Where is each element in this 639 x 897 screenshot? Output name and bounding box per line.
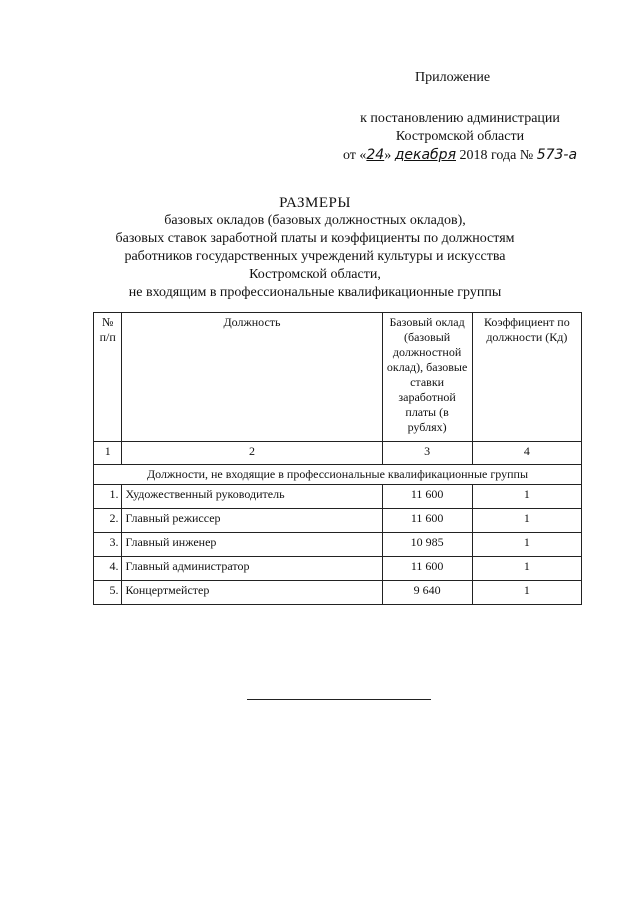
row-position: Главный администратор <box>122 557 382 581</box>
date-month: декабря <box>394 147 456 163</box>
row-salary: 10 985 <box>382 533 472 557</box>
table-row <box>94 509 582 533</box>
row-position: Главный инженер <box>122 533 382 557</box>
date-quote-close: » <box>384 148 392 163</box>
date-year: 2018 года № <box>459 148 534 163</box>
column-index: 1 <box>94 442 122 465</box>
heading-line-3: работников государственных учреждений культуры и искусства <box>124 249 506 264</box>
closing-divider <box>247 699 431 700</box>
decree-line-2: Костромской области <box>395 129 525 144</box>
table-header-row <box>94 313 582 442</box>
row-salary: 11 600 <box>382 509 472 533</box>
heading-line-5: не входящим в профессиональные квалификационные группы <box>128 285 502 300</box>
header-num: № п/п <box>94 313 122 442</box>
column-index: 3 <box>382 442 472 465</box>
decree-date-line <box>335 146 585 165</box>
date-prefix: от « <box>342 148 367 163</box>
row-coefficient: 1 <box>472 533 581 557</box>
row-number: 2. <box>94 509 122 533</box>
row-number: 4. <box>94 557 122 581</box>
row-salary: 11 600 <box>382 557 472 581</box>
row-coefficient: 1 <box>472 509 581 533</box>
header-position: Должность <box>122 313 382 442</box>
row-number: 5. <box>94 581 122 605</box>
row-number: 1. <box>94 485 122 509</box>
decree-reference <box>335 110 585 165</box>
row-position: Художественный руководитель <box>122 485 382 509</box>
document-heading <box>95 194 535 302</box>
row-position: Главный режиссер <box>122 509 382 533</box>
heading-line-2: базовых ставок заработной платы и коэффициенты по должностям <box>115 231 515 246</box>
heading-title: РАЗМЕРЫ <box>279 195 351 211</box>
decree-line-1: к постановлению администрации <box>360 111 560 126</box>
column-index-row <box>94 442 582 465</box>
table-row <box>94 557 582 581</box>
heading-line-4: Костромской области, <box>249 267 381 282</box>
document-number: 573-а <box>536 147 578 163</box>
row-coefficient: 1 <box>472 581 581 605</box>
date-day: 24 <box>366 147 385 163</box>
column-index: 2 <box>122 442 382 465</box>
row-number: 3. <box>94 533 122 557</box>
row-coefficient: 1 <box>472 485 581 509</box>
appendix-title: Приложение <box>415 70 491 85</box>
row-salary: 9 640 <box>382 581 472 605</box>
header-coefficient: Коэффициент по должности (Кд) <box>472 313 581 442</box>
row-position: Концертмейстер <box>122 581 382 605</box>
section-title: Должности, не входящие в профессиональные квалификационные группы <box>94 465 582 485</box>
row-coefficient: 1 <box>472 557 581 581</box>
table-row <box>94 581 582 605</box>
heading-line-1: базовых окладов (базовых должностных окладов), <box>164 213 466 228</box>
salary-table <box>93 312 582 605</box>
table-row <box>94 533 582 557</box>
header-salary: Базовый оклад (базовый должностной оклад), базовые ставки заработной платы (в рублях) <box>382 313 472 442</box>
section-row <box>94 465 582 485</box>
table-row <box>94 485 582 509</box>
row-salary: 11 600 <box>382 485 472 509</box>
column-index: 4 <box>472 442 581 465</box>
